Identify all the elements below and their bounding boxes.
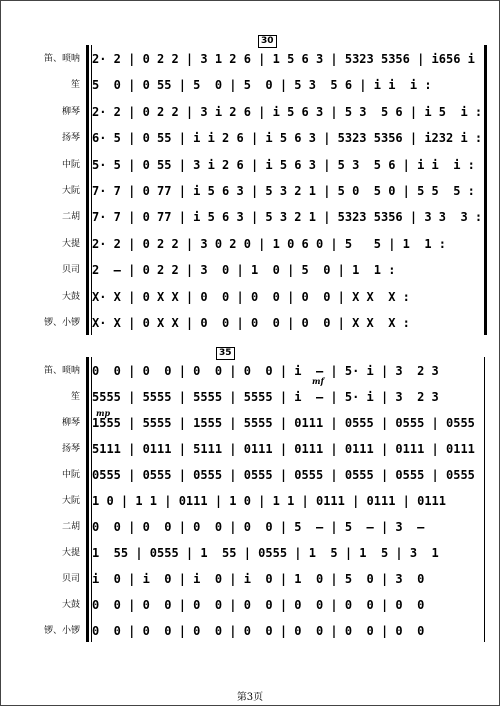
rehearsal-mark: 30 <box>258 35 277 48</box>
notation-line: 5111 | 0111 | 5111 | 0111 | 0111 | 0111 | 0111 | 0111 <box>92 442 475 456</box>
system-bracket <box>86 357 89 642</box>
instrument-label: 锣、小锣 <box>43 626 80 636</box>
notation-line: 1 55 | 0555 | 1 55 | 0555 | 1 5 | 1 5 | 3 1 <box>92 546 439 560</box>
notation-line: 5 0 | 0 55 | 5 0 | 5 0 | 5 3 5 6 | i i i : <box>92 78 432 93</box>
dynamic-mf: mf <box>312 376 324 386</box>
instrument-label: 扬琴 <box>61 133 80 144</box>
notation-line: 0 0 | 0 0 | 0 0 | 0 0 | 5 – | 5 – | 3 – <box>92 520 425 534</box>
instrument-label: 大提 <box>61 548 80 558</box>
notation-line: 6· 5 | 0 55 | i i 2 6 | i 5 6 3 | 5323 5356 | i232 i : <box>92 131 483 146</box>
instrument-label: 中阮 <box>61 470 80 480</box>
final-barline <box>484 45 487 335</box>
notation-line: 0 0 | 0 0 | 0 0 | 0 0 | i – | 5· i | 3 2 3 <box>92 364 439 378</box>
notation-line: 2· 2 | 0 2 2 | 3 1 2 6 | 1 5 6 3 | 5323 5356 | i656 i : <box>92 52 490 66</box>
notation-line: 0555 | 0555 | 0555 | 0555 | 0555 | 0555 | 0555 | 0555 <box>92 468 475 482</box>
notation-line: 0 0 | 0 0 | 0 0 | 0 0 | 0 0 | 0 0 | 0 0 <box>92 624 425 638</box>
notation-line: 1555 | 5555 | 1555 | 5555 | 0111 | 0555 | 0555 | 0555 <box>92 416 475 430</box>
instrument-label: 大阮 <box>61 186 80 196</box>
instrument-label: 二胡 <box>61 522 80 532</box>
instrument-label: 扬琴 <box>61 444 80 454</box>
notation-line: 2· 2 | 0 2 2 | 3 i 2 6 | i 5 6 3 | 5 3 5 6 | i 5 i : <box>92 104 483 119</box>
page-number: 第3页 <box>236 692 264 703</box>
notation-line: i 0 | i 0 | i 0 | i 0 | 1 0 | 5 0 | 3 0 <box>92 572 425 586</box>
instrument-label: 大鼓 <box>61 600 80 610</box>
notation-line: 1 0 | 1 1 | 0111 | 1 0 | 1 1 | 0111 | 0111 | 0111 <box>92 494 447 508</box>
instrument-label: 大鼓 <box>61 291 80 302</box>
instrument-label: 锣、小锣 <box>43 318 80 328</box>
dynamic-mp: mp <box>96 408 111 418</box>
notation-line: 2 – | 0 2 2 | 3 0 | 1 0 | 5 0 | 1 1 : <box>92 263 396 278</box>
notation-line: X· X | 0 X X | 0 0 | 0 0 | 0 0 | X X X : <box>92 289 410 304</box>
right-barline <box>484 357 485 642</box>
instrument-label: 贝司 <box>61 265 80 276</box>
notation-line: X· X | 0 X X | 0 0 | 0 0 | 0 0 | X X X : <box>92 316 410 330</box>
instrument-label: 中阮 <box>61 159 80 170</box>
instrument-label: 笙 <box>70 80 80 91</box>
instrument-label: 柳琴 <box>61 106 80 117</box>
notation-line: 7· 7 | 0 77 | i 5 6 3 | 5 3 2 1 | 5323 5356 | 3 3 3 : <box>92 210 483 225</box>
instrument-label: 大提 <box>61 238 80 249</box>
notation-line: 7· 7 | 0 77 | i 5 6 3 | 5 3 2 1 | 5 0 5 0 | 5 5 5 : <box>92 184 475 198</box>
instrument-label: 柳琴 <box>61 418 80 428</box>
instrument-label: 贝司 <box>61 574 80 584</box>
instrument-label: 笛、唢呐 <box>43 54 80 64</box>
notation-line: 0 0 | 0 0 | 0 0 | 0 0 | 0 0 | 0 0 | 0 0 <box>92 598 425 612</box>
notation-line: 5· 5 | 0 55 | 3 i 2 6 | i 5 6 3 | 5 3 5 6 | i i i : <box>92 157 475 172</box>
system-bracket <box>86 45 89 335</box>
instrument-label: 笙 <box>70 392 80 402</box>
notation-line: 2· 2 | 0 2 2 | 3 0 2 0 | 1 0 6 0 | 5 5 | 1 1 : <box>92 236 447 251</box>
instrument-label: 二胡 <box>61 212 80 223</box>
rehearsal-mark: 35 <box>216 347 235 360</box>
instrument-label: 笛、唢呐 <box>43 366 80 376</box>
instrument-label: 大阮 <box>61 496 80 506</box>
notation-line: 5555 | 5555 | 5555 | 5555 | i – | 5· i | 3 2 3 <box>92 390 439 404</box>
